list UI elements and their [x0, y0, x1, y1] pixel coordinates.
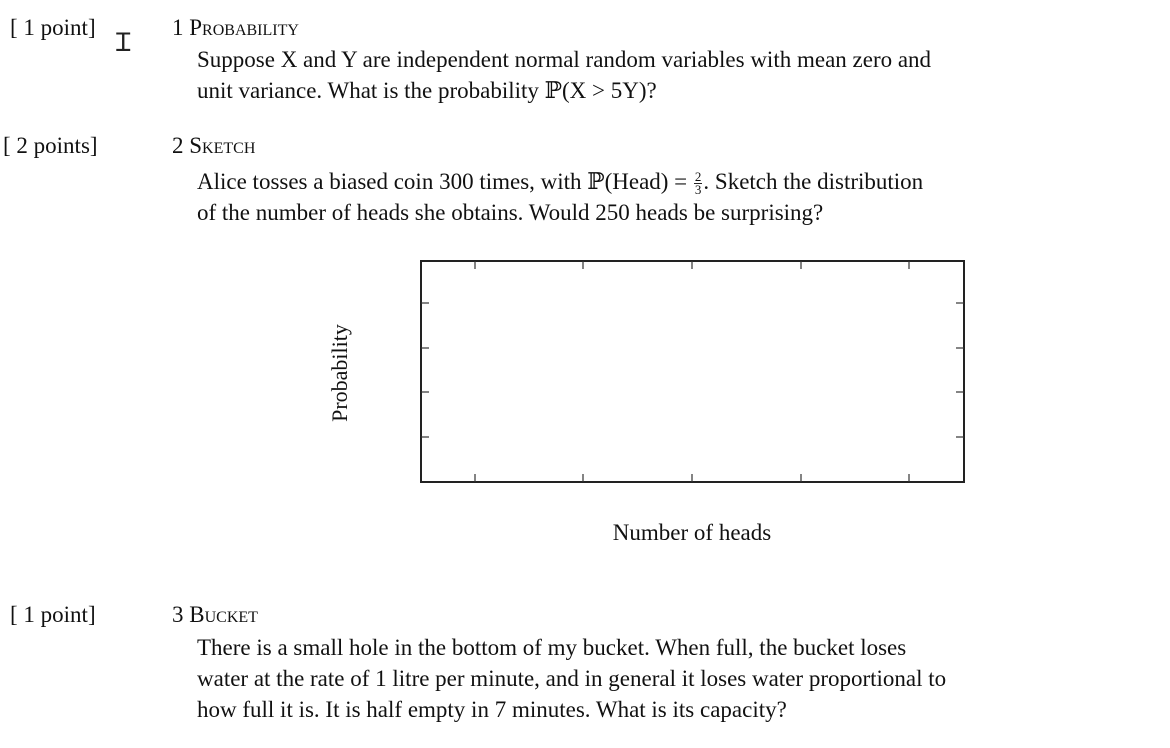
question-body-q3 — [197, 632, 1092, 725]
question-number: 1 — [172, 15, 184, 40]
points-label-q2: [ 2 points] — [3, 133, 98, 158]
x-axis-label: Number of heads — [612, 520, 772, 545]
question-body-q2 — [197, 166, 1092, 228]
fraction — [694, 171, 703, 196]
question-text: Alice tosses a biased coin 300 times, with ℙ(Head) = — [197, 169, 693, 194]
question-title: Sketch — [189, 133, 256, 158]
question-line: how full it is. It is half empty in 7 minutes. What is its capacity? — [197, 697, 787, 722]
question-line: water at the rate of 1 litre per minute, and in general it loses water proportional to — [197, 666, 947, 691]
question-heading-q2 — [172, 131, 255, 161]
text-cursor-icon: Ɪ — [116, 28, 131, 58]
question-body-q1 — [197, 44, 1092, 106]
question-heading-q1 — [172, 13, 299, 43]
points-label-q3: [ 1 point] — [10, 602, 96, 627]
fraction-denominator: 3 — [694, 182, 702, 198]
question-title: Probability — [189, 15, 299, 40]
question-line: of the number of heads she obtains. Would 250 heads be surprising? — [197, 200, 824, 225]
question-heading-q3 — [172, 600, 258, 630]
points-label-q1: [ 1 point] — [10, 15, 96, 40]
question-line: There is a small hole in the bottom of my bucket. When full, the bucket loses — [197, 635, 907, 660]
question-line: unit variance. What is the probability ℙ(X > 5Y)? — [197, 78, 657, 103]
question-number: 3 — [172, 602, 184, 627]
question-line — [197, 166, 1092, 197]
question-text: . Sketch the distribution — [703, 169, 924, 194]
question-line: Suppose X and Y are independent normal random variables with mean zero and — [197, 47, 932, 72]
question-title: Bucket — [189, 602, 258, 627]
plot-frame — [421, 261, 964, 482]
sketch-plot-area — [300, 250, 980, 500]
plot-ticks — [421, 261, 964, 482]
y-axis-label: Probability — [327, 324, 352, 422]
fraction-numerator: 2 — [694, 169, 702, 185]
question-number: 2 — [172, 133, 184, 158]
